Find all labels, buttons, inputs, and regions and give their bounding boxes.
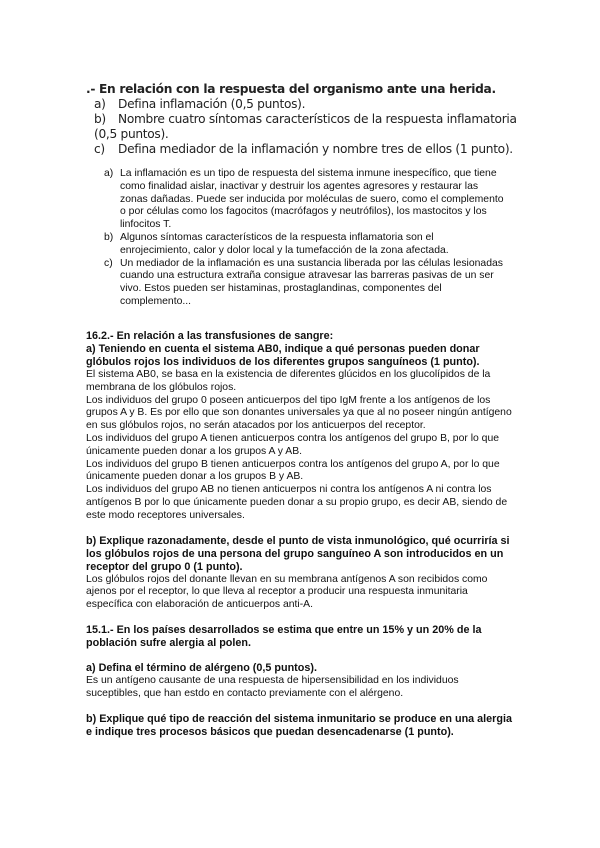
paragraph: Los individuos del grupo A tienen anticuerpos contra los antígenos del grupo B, por lo que únicamente pueden donar a los grupos A y AB.	[86, 432, 500, 457]
question-item: a) Defina inflamación (0,5 puntos).	[94, 97, 306, 111]
answer-item: a) La inflamación es un tipo de respuesta del sistema inmune inespecífico, que tiene como finalidad aislar, inactivar y destruir los agentes agresores y restaurar las zonas dañadas. Puede ser inducida por moléculas de suero, como el complemento o por células como los fagocitos (macrófagos y neutrófilos), los mastocitos y los linfocitos T.	[104, 168, 504, 231]
section-16-2-title: 16.2.- En relación a las transfusiones de sangre:	[86, 330, 334, 342]
paragraph: Es un antígeno causante de una respuesta de hipersensibilidad en los individuos suceptibles, que han estdo en contacto previamente con el alérgeno.	[86, 674, 459, 699]
paragraph: Los individuos del grupo 0 poseen anticuerpos del tipo IgM frente a los antígenos de los grupos A y B. Es por ello que son donantes universales ya que al no poseer ningún antígeno en sus glóbulos rojos, no serán atacados por los anticuerpos del receptor.	[86, 394, 512, 432]
question-item: b) Nombre cuatro síntomas característicos de la respuesta inflamatoria (0,5 puntos).	[94, 112, 517, 141]
section-15-1-title: 15.1.- En los países desarrollados se estima que entre un 15% y un 20% de la población sufre alergia al polen.	[86, 623, 482, 649]
question-heading: .- En relación con la respuesta del organismo ante una herida.	[86, 82, 496, 96]
answer-item: c) Un mediador de la inflamación es una sustancia liberada por las células lesionadas cuando una estructura extraña consigue atravesar las barreras pasivas de un ser vivo. Estos pueden ser histaminas, prostaglandinas, componentes del complemento...	[104, 257, 503, 307]
paragraph: Los individuos del grupo AB no tienen anticuerpos ni contra los antígenos A ni contra los antígenos B por lo que únicamente pueden donar a su propio grupo, es decir AB, siendo de este modo receptores universales.	[86, 484, 508, 521]
section-16-2-question-b: b) Explique razonadamente, desde el punto de vista inmunológico, qué ocurriría si los glóbulos rojos de una persona del grupo sanguíneo A son introducidos en un receptor del grupo 0 (1 punto).	[86, 534, 510, 573]
paragraph: Los individuos del grupo B tienen anticuerpos contra los antígenos del grupo A, por lo que únicamente pueden donar a los grupos B y AB.	[86, 458, 500, 483]
section-15-1-question-a: a) Defina el término de alérgeno (0,5 puntos).	[86, 661, 317, 674]
section-16-2-question-a: a) Teniendo en cuenta el sistema AB0, indique a qué personas pueden donar glóbulos rojos los individuos de los diferentes grupos sanguíneos (1 punto).	[86, 343, 480, 368]
section-15-1-question-b: b) Explique qué tipo de reacción del sistema inmunitario se produce en una alergia e indique tres procesos básicos que puedan desencadenarse (1 punto).	[86, 712, 512, 738]
paragraph: Los glóbulos rojos del donante llevan en su membrana antígenos A son recibidos como ajenos por el receptor, lo que lleva al receptor a producir una respuesta inmunitaria específica con elaboración de anticuerpos anti-A.	[86, 573, 488, 611]
question-item: c) Defina mediador de la inflamación y nombre tres de ellos (1 punto).	[94, 142, 513, 156]
answer-list	[104, 168, 504, 309]
answer-item: b) Algunos síntomas característicos de la respuesta inflamatoria son el enrojecimiento, calor y dolor local y la tumefacción de la zona afectada.	[104, 231, 449, 256]
scanned-question-block	[86, 82, 526, 157]
paragraph: El sistema AB0, se basa en la existencia de diferentes glúcidos en los glucolípidos de la membrana de los glóbulos rojos.	[86, 369, 491, 393]
document-body	[86, 330, 516, 739]
